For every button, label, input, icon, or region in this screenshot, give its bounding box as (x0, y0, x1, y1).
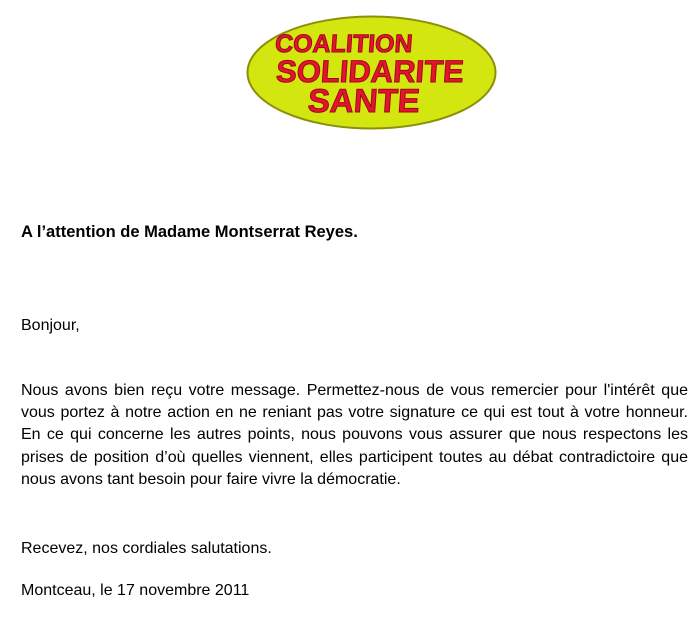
place-date: Montceau, le 17 novembre 2011 (21, 582, 250, 599)
closing: Recevez, nos cordiales salutations. (21, 540, 272, 557)
logo-graphic (246, 14, 497, 131)
letter-body: Nous avons bien reçu votre message. Permettez-nous de vous remercier pour l'intérêt que vous portez à notre action en ne reniant pas votre signature ce qui est tout à votre honneur. En ce qui concerne les autres points, nous pouvons vous assurer que nous respectons les prises de position d’où quelles viennent, elles participent toutes au débat contradictoire que nous avons tant besoin pour faire vivre la démocratie. (21, 382, 688, 488)
logo-line-solidarite: SOLIDARITE (274, 54, 465, 89)
coalition-solidarite-sante-logo (246, 14, 497, 131)
recipient-line: A l’attention de Madame Montserrat Reyes. (21, 223, 358, 241)
logo-line-coalition: COALITION (274, 30, 414, 58)
logo-line-sante: SANTE (306, 83, 422, 120)
salutation: Bonjour, (21, 317, 80, 334)
